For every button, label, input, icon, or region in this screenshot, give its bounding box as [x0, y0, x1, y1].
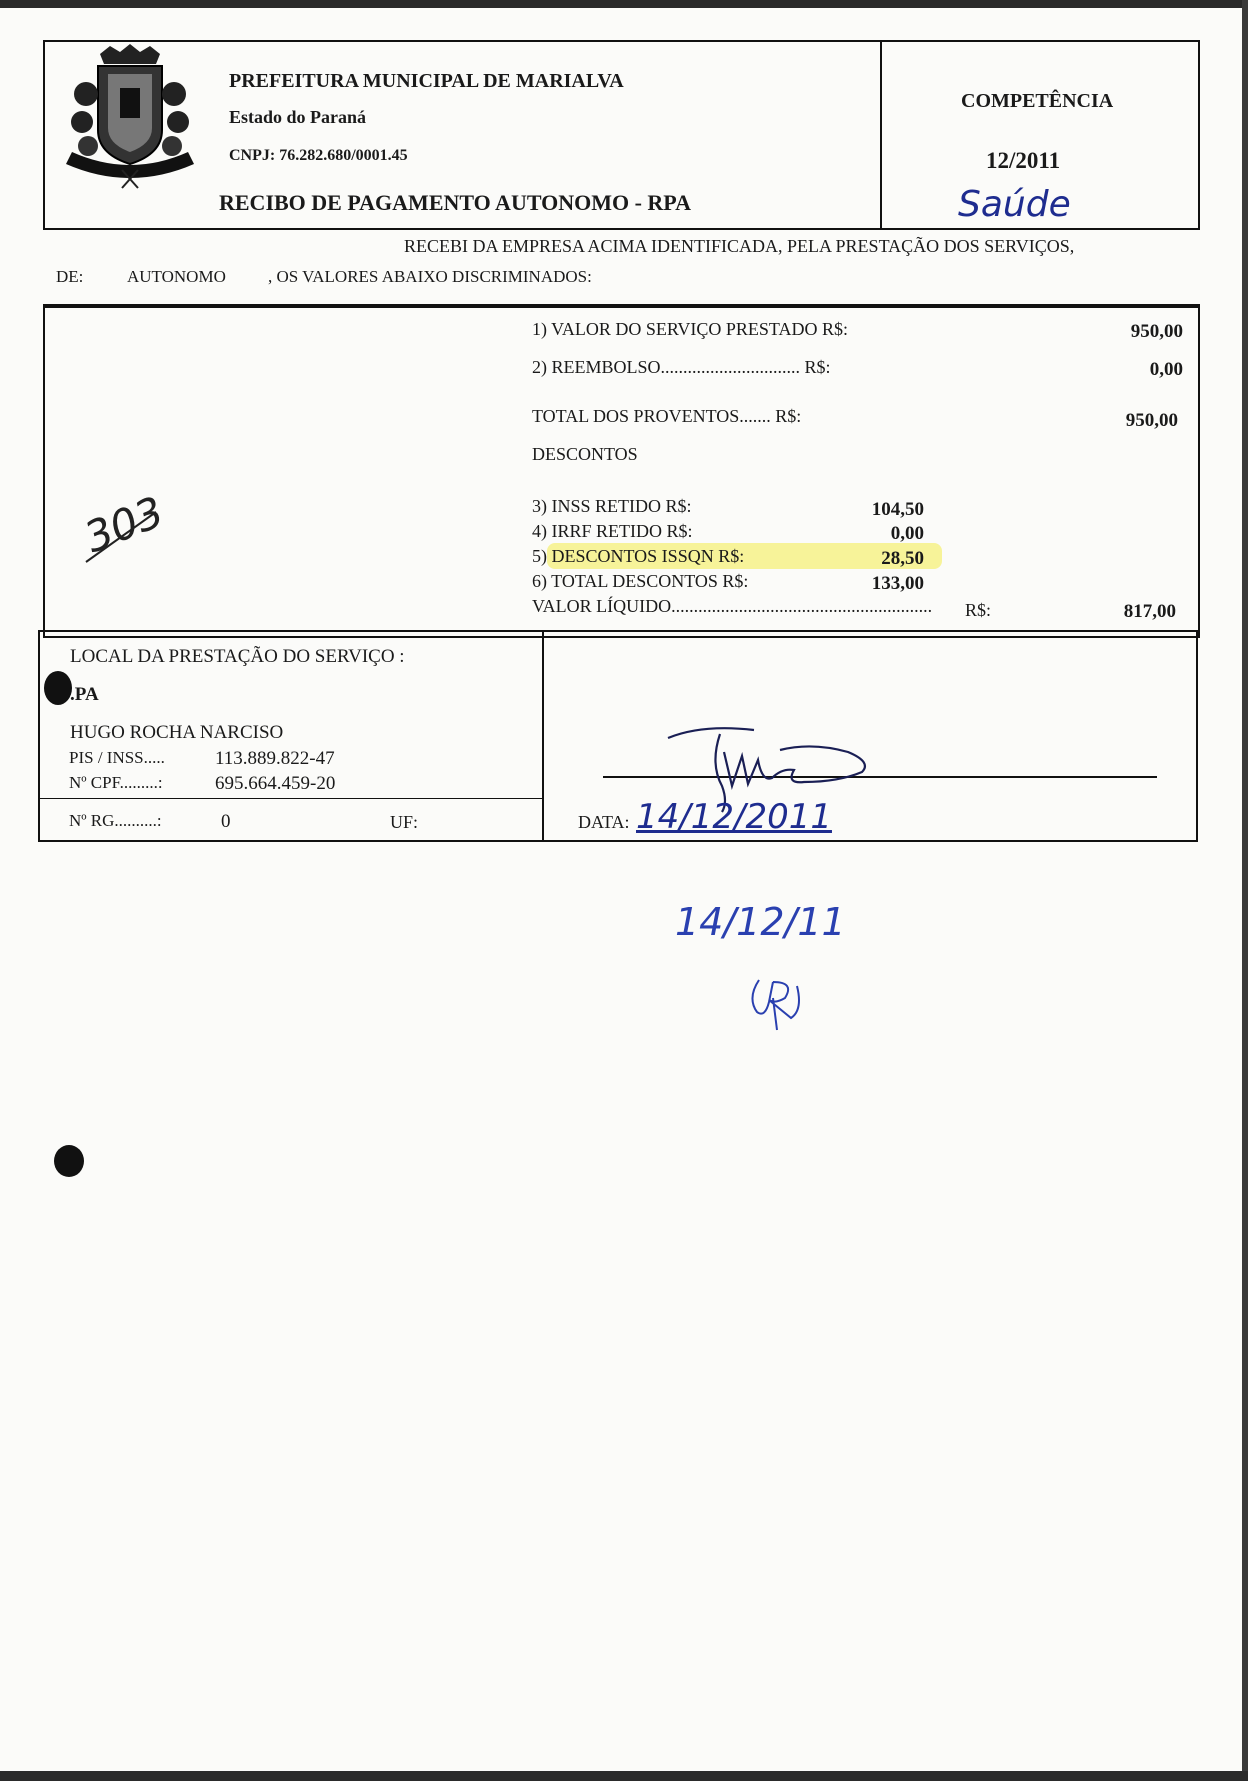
irrf-label: 4) IRRF RETIDO R$: — [532, 521, 693, 541]
handwritten-number: 303 — [77, 486, 171, 563]
intro-line: RECEBI DA EMPRESA ACIMA IDENTIFICADA, PELA PRESTAÇÃO DOS SERVIÇOS, — [404, 236, 1075, 256]
reembolso-value: 0,00 — [1149, 359, 1183, 380]
inss-value: 104,50 — [871, 499, 924, 520]
issqn-value: 28,50 — [881, 548, 924, 569]
total-proventos-value: 950,00 — [1125, 410, 1178, 431]
de-value: AUTONOMO — [127, 267, 226, 286]
de-label: DE: — [56, 267, 84, 286]
provider-divider — [542, 630, 544, 842]
valor-servico-label: 1) VALOR DO SERVIÇO PRESTADO R$: — [532, 319, 848, 339]
competencia-value: 12/2011 — [986, 148, 1061, 173]
issqn-label: 5) DESCONTOS ISSQN R$: — [532, 546, 745, 566]
cnpj: CNPJ: 76.282.680/0001.45 — [229, 147, 408, 164]
pis-label: PIS / INSS..... — [69, 748, 165, 767]
pis-value: 113.889.822-47 — [215, 748, 335, 769]
reembolso-label: 2) REEMBOLSO............................... R$: — [532, 357, 831, 377]
scan-edge-bottom — [0, 1771, 1248, 1781]
local-prestacao-label: LOCAL DA PRESTAÇÃO DO SERVIÇO : — [70, 646, 405, 667]
intro-line-2: , OS VALORES ABAIXO DISCRIMINADOS: — [268, 267, 592, 286]
rg-label: Nº RG..........: — [69, 811, 162, 830]
state-name: Estado do Paraná — [229, 107, 367, 127]
handwritten-date: 14/12/11 — [675, 900, 846, 944]
provider-name: HUGO ROCHA NARCISO — [70, 722, 284, 743]
handwritten-department: Saúde — [958, 184, 1071, 225]
valor-liquido-label: VALOR LÍQUIDO.......................................................... — [532, 596, 933, 616]
competencia-label: COMPETÊNCIA — [961, 90, 1114, 112]
irrf-value: 0,00 — [890, 523, 924, 544]
rpa-label: .PA — [70, 684, 99, 705]
rg-value: 0 — [221, 811, 231, 832]
municipal-crest-logo — [60, 42, 200, 192]
org-name: PREFEITURA MUNICIPAL DE MARIALVA — [229, 70, 624, 92]
inss-label: 3) INSS RETIDO R$: — [532, 496, 692, 516]
punch-hole-mark — [44, 671, 72, 705]
total-descontos-label: 6) TOTAL DESCONTOS R$: — [532, 571, 749, 591]
cpf-label: Nº CPF.........: — [69, 773, 163, 792]
uf-label: UF: — [390, 812, 419, 832]
handwritten-initials — [745, 968, 805, 1032]
cpf-value: 695.664.459-20 — [215, 773, 336, 794]
scan-edge-right — [1242, 0, 1248, 1781]
data-value: 14/12/2011 — [636, 797, 832, 837]
descontos-heading: DESCONTOS — [532, 444, 638, 464]
valor-liquido-value: 817,00 — [1123, 601, 1176, 622]
valor-liquido-currency: R$: — [965, 600, 992, 620]
values-top-rule — [43, 306, 1200, 308]
data-label: DATA: — [578, 812, 630, 832]
valor-servico-value: 950,00 — [1130, 321, 1183, 342]
punch-hole-dot — [54, 1145, 84, 1177]
document-title: RECIBO DE PAGAMENTO AUTONOMO - RPA — [219, 190, 692, 215]
total-proventos-label: TOTAL DOS PROVENTOS....... R$: — [532, 406, 802, 426]
total-descontos-value: 133,00 — [871, 573, 924, 594]
scan-edge-top — [0, 0, 1248, 8]
provider-rg-rule — [38, 798, 542, 799]
handwritten-slash-mark — [82, 506, 162, 566]
header-divider — [880, 40, 882, 230]
